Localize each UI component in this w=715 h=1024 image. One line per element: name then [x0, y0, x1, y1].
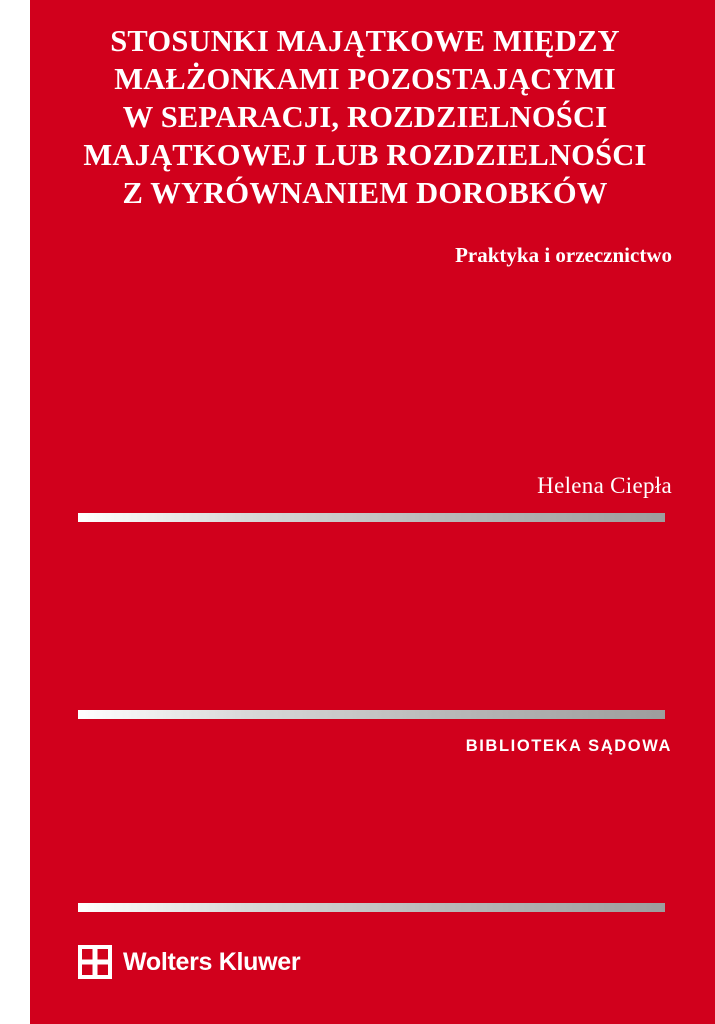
publisher-name: Wolters Kluwer — [123, 947, 301, 976]
book-subtitle: Praktyka i orzecznictwo — [455, 243, 672, 267]
title-line-2: MAŁŻONKAMI POZOSTAJĄCYMI — [114, 62, 616, 96]
title-line-4: MAJĄTKOWEJ LUB ROZDZIELNOŚCI — [83, 138, 647, 172]
book-title — [60, 22, 670, 212]
title-line-3: W SEPARACJI, ROZDZIELNOŚCI — [122, 100, 608, 134]
title-line-5: Z WYRÓWNANIEM DOROBKÓW — [122, 176, 608, 210]
divider-rule-bottom — [78, 903, 665, 912]
wolters-kluwer-logo-icon — [78, 945, 112, 979]
series-label: BIBLIOTEKA SĄDOWA — [465, 737, 672, 755]
divider-rule-top — [78, 513, 665, 522]
title-line-1: STOSUNKI MAJĄTKOWE MIĘDZY — [110, 24, 620, 58]
publisher-logo — [78, 945, 300, 979]
book-author: Helena Ciepła — [537, 473, 672, 498]
divider-rule-middle — [78, 710, 665, 719]
